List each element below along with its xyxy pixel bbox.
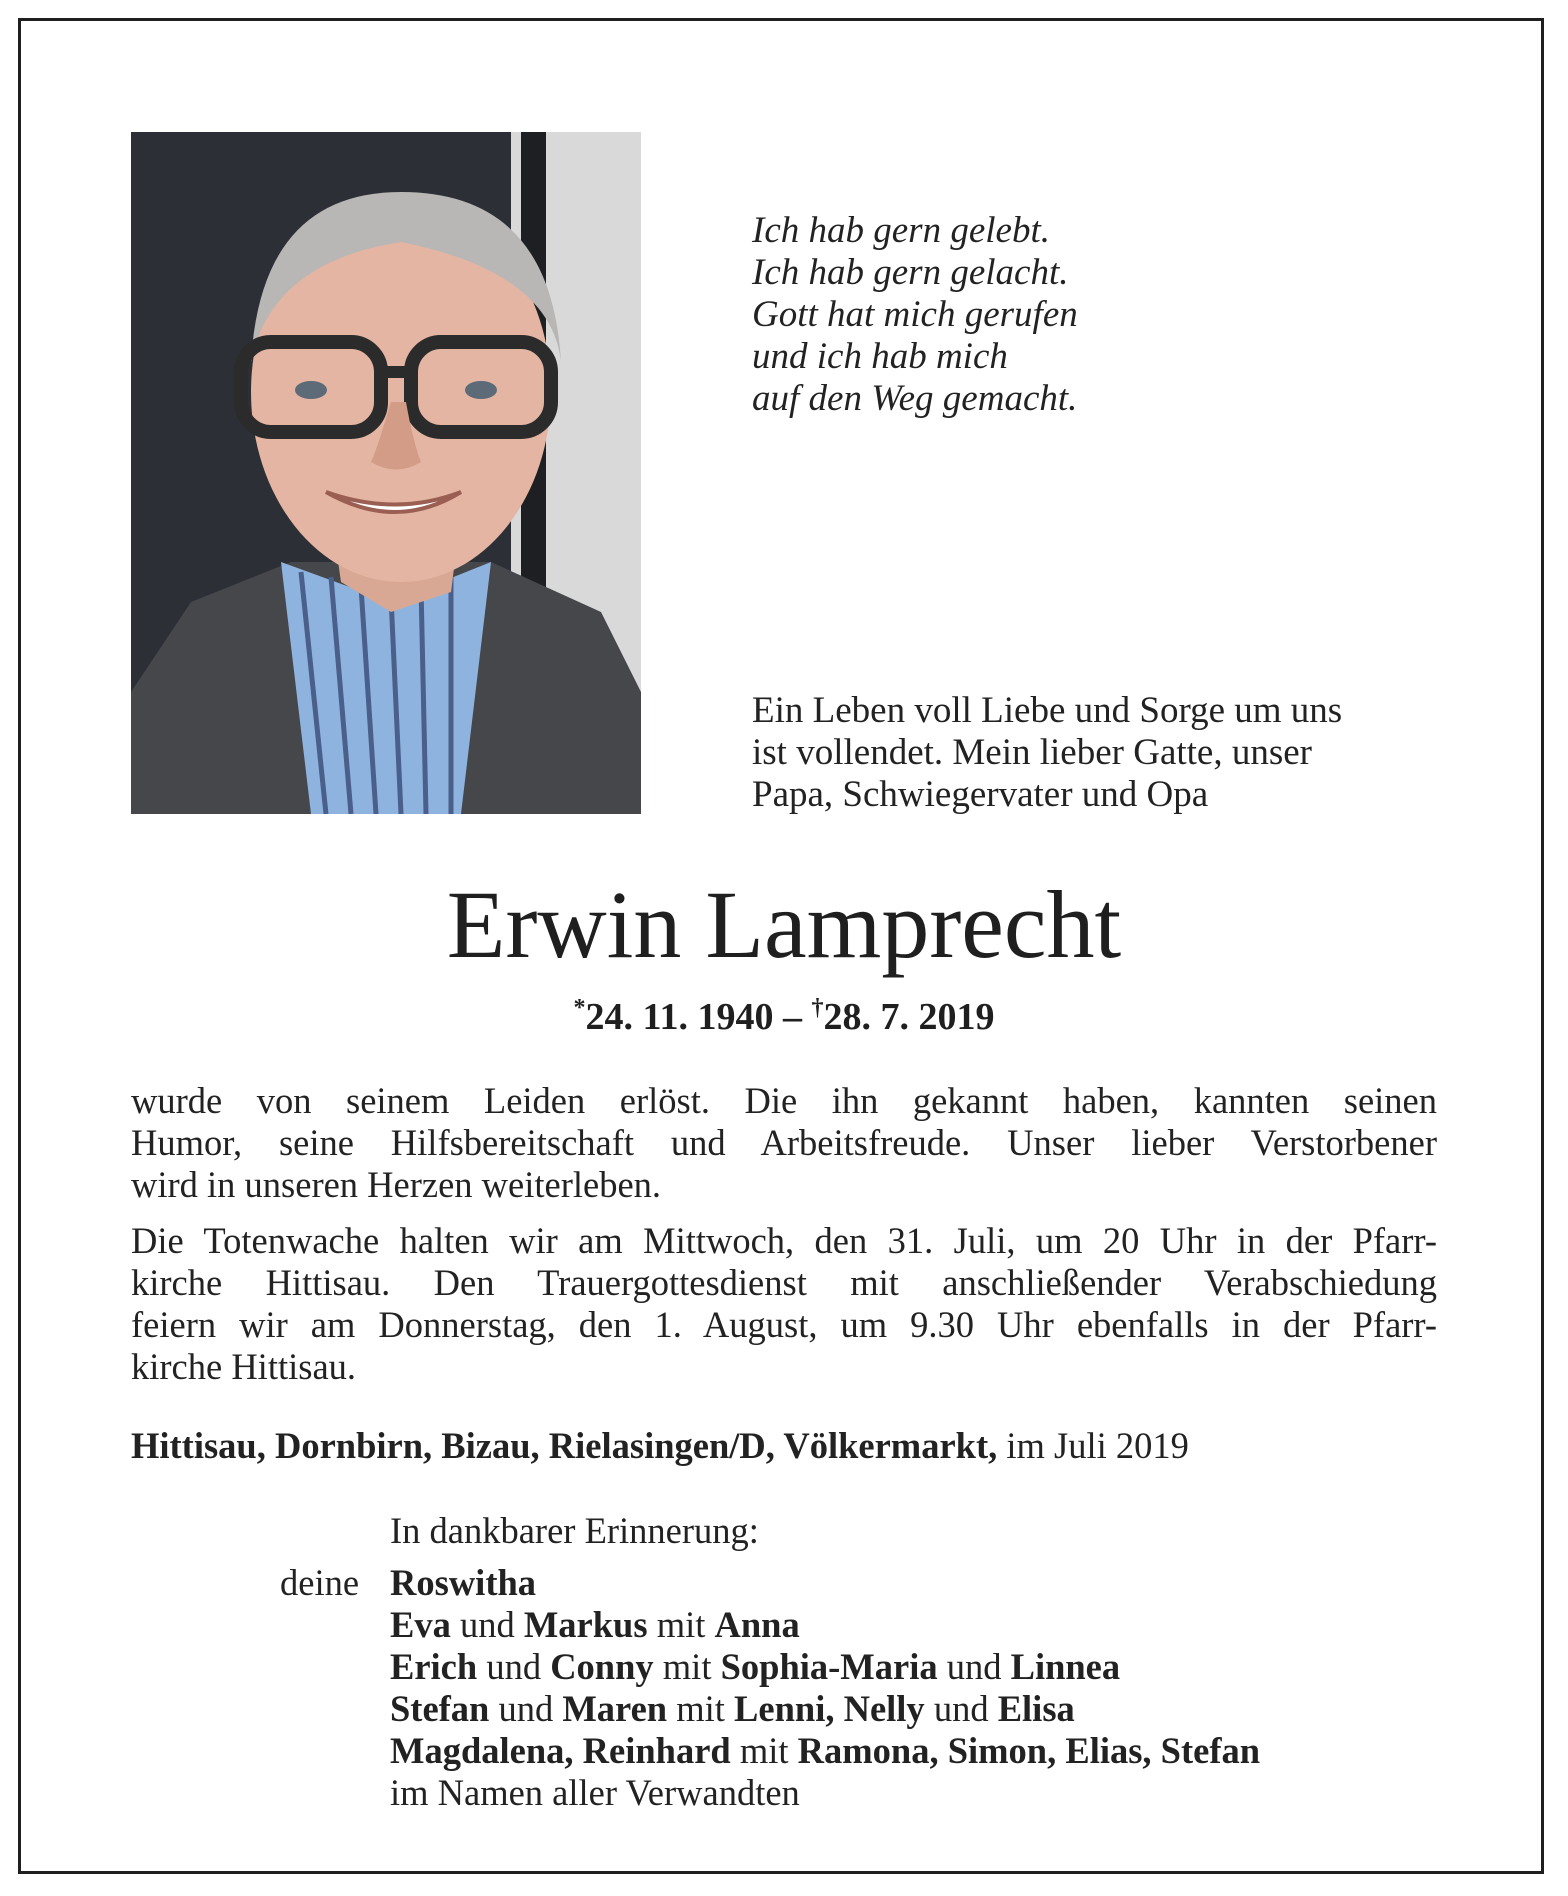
family-name: Stefan bbox=[390, 1688, 490, 1729]
portrait-illustration bbox=[131, 132, 641, 814]
family-line bbox=[390, 1646, 1260, 1688]
poem-line: auf den Weg gemacht. bbox=[752, 378, 1078, 419]
date-separator: – bbox=[773, 996, 812, 1038]
closing-text: im Namen aller Verwandten bbox=[390, 1772, 800, 1813]
family-name: Eva bbox=[390, 1604, 451, 1645]
connector-text: und bbox=[937, 1646, 1011, 1687]
paragraph-line: kirche Hittisau. Den Trauergottesdienst mit anschließender Verabschiedung bbox=[131, 1262, 1437, 1303]
paragraph-line: Die Totenwache halten wir am Mittwoch, den 31. Juli, um 20 Uhr in der Pfarr- bbox=[131, 1220, 1437, 1261]
family-line bbox=[390, 1730, 1260, 1772]
family-list bbox=[390, 1562, 1260, 1814]
poem-line: und ich hab mich bbox=[752, 336, 1008, 377]
death-date: 28. 7. 2019 bbox=[823, 996, 995, 1038]
death-symbol: † bbox=[811, 995, 824, 1021]
places-date bbox=[131, 1425, 1189, 1467]
connector-text: mit bbox=[653, 1646, 721, 1687]
family-name: Markus bbox=[523, 1604, 648, 1645]
family-name: Ramona, Simon, Elias, Stefan bbox=[797, 1730, 1261, 1771]
paragraph-line: feiern wir am Donnerstag, den 1. August, um 9.30 Uhr ebenfalls in der Pfarr- bbox=[131, 1304, 1437, 1345]
poem-line: Ich hab gern gelebt. bbox=[752, 210, 1050, 251]
life-dates bbox=[0, 995, 1568, 1039]
family-name: Elisa bbox=[997, 1688, 1075, 1729]
family-name: Sophia-Maria bbox=[720, 1646, 938, 1687]
paragraph-line: kirche Hittisau. bbox=[131, 1346, 357, 1387]
places-list: Hittisau, Dornbirn, Bizau, Rielasingen/D, Völkermarkt, bbox=[131, 1425, 998, 1466]
connector-text: und bbox=[450, 1604, 524, 1645]
family-line bbox=[390, 1772, 1260, 1814]
paragraph-services bbox=[131, 1220, 1437, 1388]
poem-line: Gott hat mich gerufen bbox=[752, 294, 1078, 335]
family-line bbox=[390, 1688, 1260, 1730]
paragraph-announcement bbox=[131, 1080, 1437, 1206]
poem bbox=[752, 210, 1078, 420]
poem-line: Ich hab gern gelacht. bbox=[752, 252, 1069, 293]
connector-text: mit bbox=[667, 1688, 735, 1729]
paragraph-line: wurde von seinem Leiden erlöst. Die ihn gekannt haben, kannten seinen bbox=[131, 1080, 1437, 1121]
family-name: Maren bbox=[562, 1688, 668, 1729]
connector-text: mit bbox=[647, 1604, 715, 1645]
connector-text: und bbox=[489, 1688, 563, 1729]
family-name: Conny bbox=[550, 1646, 654, 1687]
connector-text: und bbox=[924, 1688, 998, 1729]
paragraph-line: wird in unseren Herzen weiterleben. bbox=[131, 1164, 662, 1205]
family-name: Magdalena, Reinhard bbox=[390, 1730, 731, 1771]
family-line bbox=[390, 1604, 1260, 1646]
paragraph-line: Humor, seine Hilfsbereitschaft und Arbeitsfreude. Unser lieber Verstorbener bbox=[131, 1122, 1437, 1163]
issue-date: im Juli 2019 bbox=[997, 1425, 1189, 1466]
connector-text: und bbox=[477, 1646, 551, 1687]
intro-line: Ein Leben voll Liebe und Sorge um uns bbox=[752, 690, 1343, 731]
birth-symbol: * bbox=[573, 995, 586, 1021]
intro-line: Papa, Schwiegervater und Opa bbox=[752, 774, 1209, 815]
family-name: Anna bbox=[714, 1604, 800, 1645]
family-line bbox=[390, 1562, 1260, 1604]
birth-date: 24. 11. 1940 bbox=[585, 996, 774, 1038]
deine-label: deine bbox=[280, 1562, 360, 1603]
deceased-name: Erwin Lamprecht bbox=[446, 871, 1122, 978]
connector-text: mit bbox=[730, 1730, 798, 1771]
intro-text bbox=[752, 690, 1437, 816]
family-name: Roswitha bbox=[390, 1562, 537, 1603]
portrait-photo bbox=[131, 132, 641, 814]
family-name: Lenni, Nelly bbox=[734, 1688, 925, 1729]
family-name: Erich bbox=[390, 1646, 478, 1687]
family-name: Linnea bbox=[1010, 1646, 1121, 1687]
thanks-heading: In dankbarer Erinnerung: bbox=[390, 1510, 759, 1551]
intro-line: ist vollendet. Mein lieber Gatte, unser bbox=[752, 732, 1312, 773]
